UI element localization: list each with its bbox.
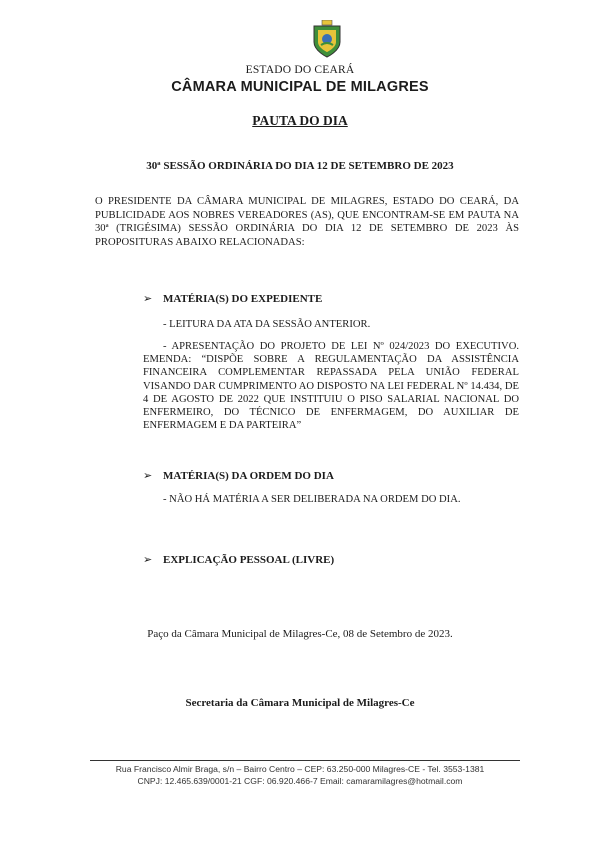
chamber-name: CÂMARA MUNICIPAL DE MILAGRES <box>171 79 429 95</box>
section-explicacao-heading <box>143 553 334 566</box>
expediente-item-reading: - LEITURA DA ATA DA SESSÃO ANTERIOR. <box>163 319 371 330</box>
section-expediente-title: MATÉRIA(S) DO EXPEDIENTE <box>163 293 323 305</box>
arrow-bullet-icon: ➢ <box>143 470 153 482</box>
state-coat-of-arms-icon <box>311 20 343 58</box>
session-heading: 30ª SESSÃO ORDINÁRIA DO DIA 12 DE SETEMBRO DE 2023 <box>146 160 454 172</box>
document-title: PAUTA DO DIA <box>252 113 348 128</box>
section-ordem-title: MATÉRIA(S) DA ORDEM DO DIA <box>163 470 334 482</box>
ordem-item-none: - NÃO HÁ MATÉRIA A SER DELIBERADA NA ORDEM DO DIA. <box>163 494 461 505</box>
section-ordem-heading <box>143 469 334 482</box>
place-and-date: Paço da Câmara Municipal de Milagres-Ce, 08 de Setembro de 2023. <box>147 628 453 640</box>
section-expediente-heading <box>143 292 322 305</box>
section-explicacao-title: EXPLICAÇÃO PESSOAL (LIVRE) <box>163 554 335 566</box>
signature-secretaria: Secretaria da Câmara Municipal de Milagres-Ce <box>185 697 415 709</box>
state-name: ESTADO DO CEARÁ <box>245 64 355 76</box>
footer-address: Rua Francisco Almir Braga, s/n – Bairro Centro – CEP: 63.250-000 Milagres-CE - Tel. 3553-1381 <box>115 764 485 774</box>
arrow-bullet-icon: ➢ <box>143 293 153 305</box>
footer-divider <box>90 760 520 761</box>
expediente-item-bill: - APRESENTAÇÃO DO PROJETO DE LEI Nº 024/2023 DO EXECUTIVO. EMENDA: “DISPÕE SOBRE A REGULAMENTAÇÃO DA ASSISTÊNCIA FINANCEIRA COMPLEMENTAR REPASSADA PELA UNIÃO FEDERAL VISANDO DAR CUMPRIMENTO AO DISPOSTO NA LEI FEDERAL Nº 14.434, DE 4 DE AGOSTO DE 2022 QUE INSTITUIU O PISO SALARIAL NACIONAL DO ENFERMEIRO, DO TÉCNICO DE ENFERMAGEM, DO AUXILIAR DE ENFERMAGEM E DA PARTEIRA” <box>143 341 519 432</box>
footer-registration-email: CNPJ: 12.465.639/0001-21 CGF: 06.920.466-7 Email: camaramilagres@hotmail.com <box>137 776 463 786</box>
intro-paragraph: O PRESIDENTE DA CÂMARA MUNICIPAL DE MILAGRES, ESTADO DO CEARÁ, DA PUBLICIDADE AOS NOBRES VEREADORES (AS), QUE ENCONTRAM-SE EM PAUTA NA 30ª (TRIGÉSIMA) SESSÃO ORDINÁRIA DO DIA 12 DE SETEMBRO DE 2023 ÀS PROPOSITURAS ABAIXO RELACIONADAS: <box>95 196 519 248</box>
arrow-bullet-icon: ➢ <box>143 554 153 566</box>
